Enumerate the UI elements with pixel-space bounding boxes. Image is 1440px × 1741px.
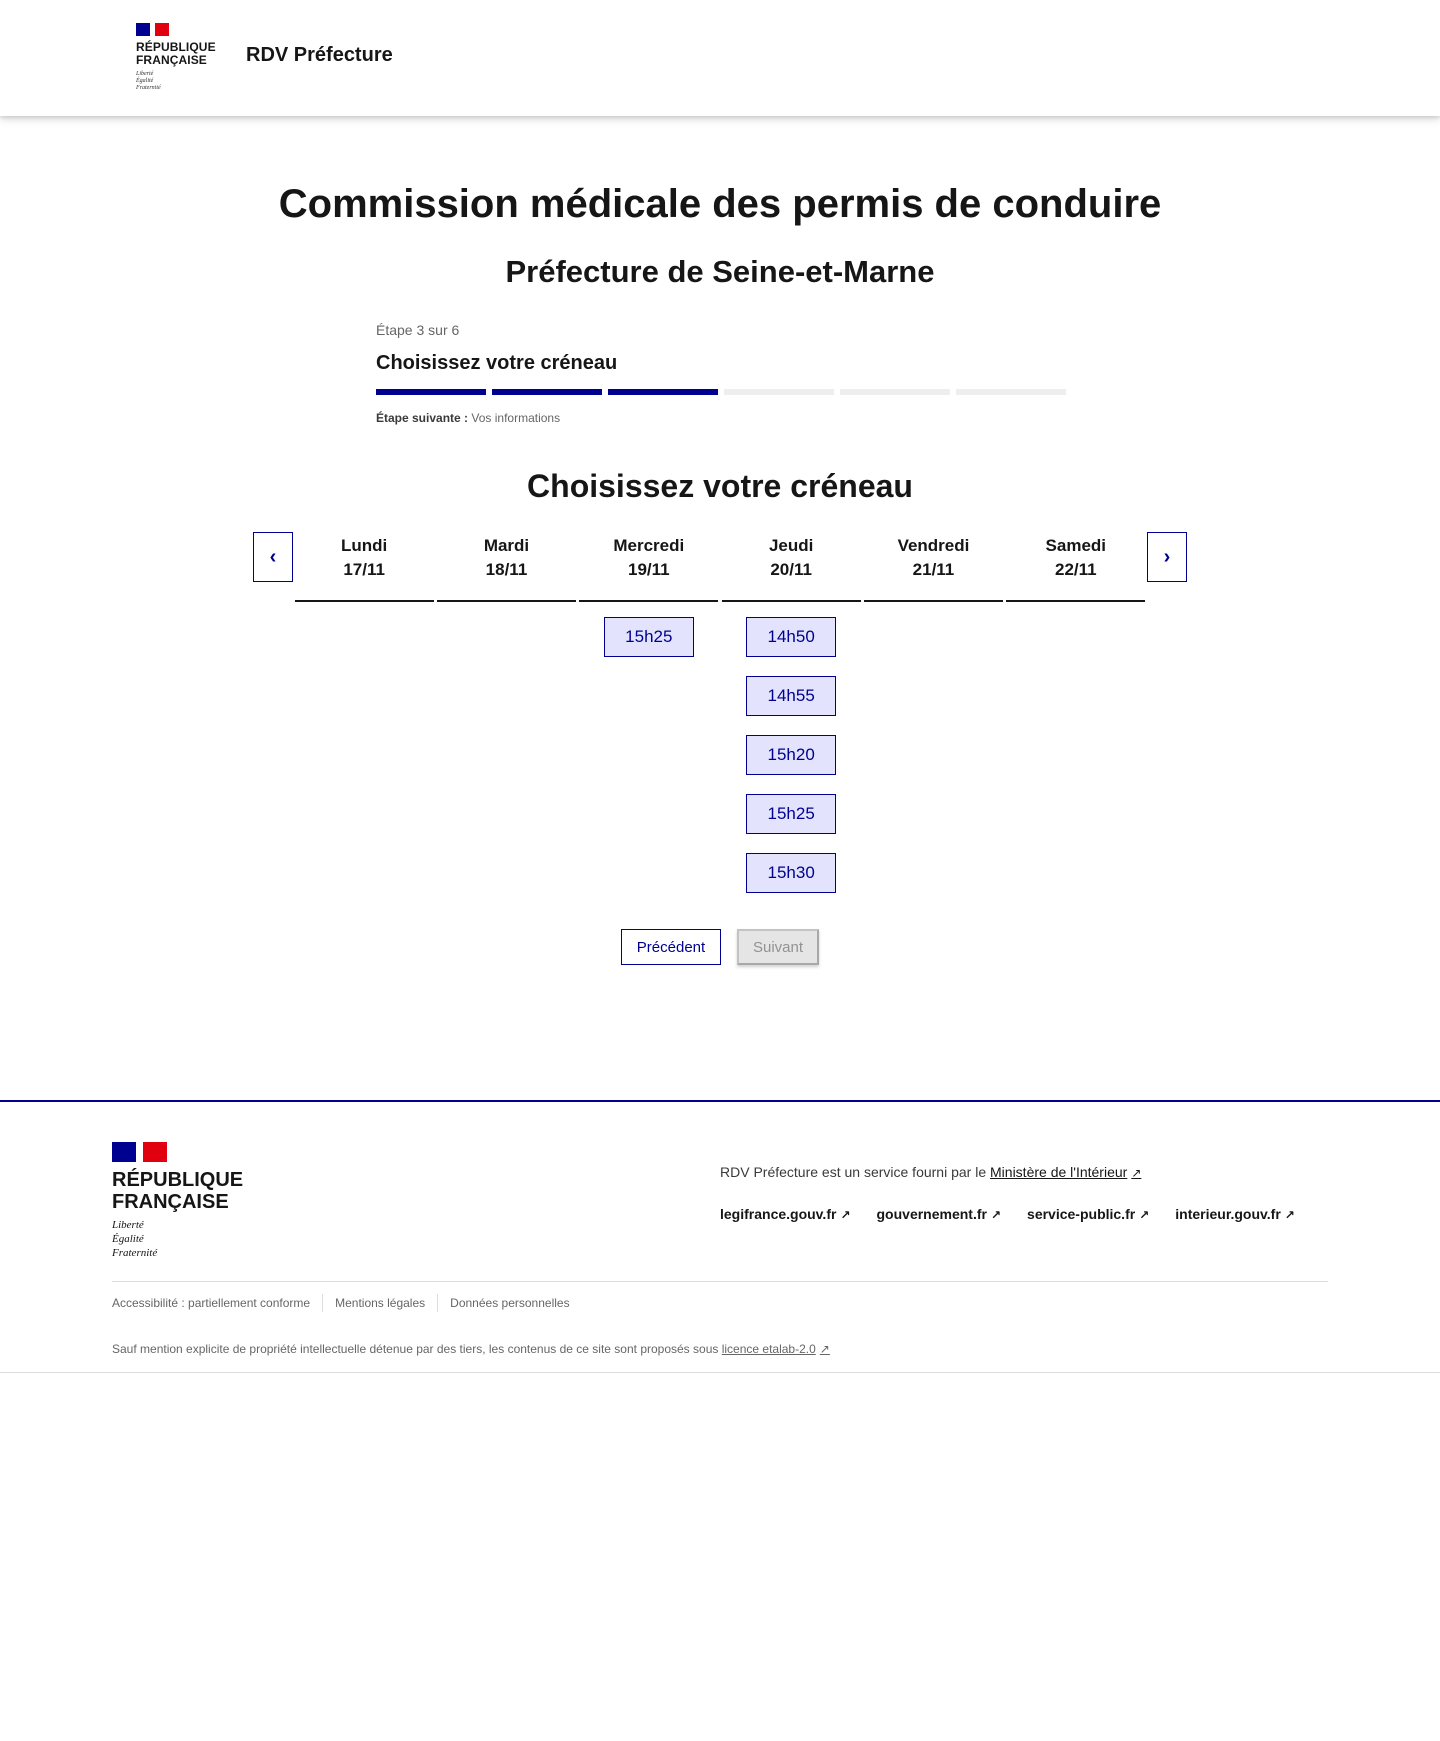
slots-title: Choisissez votre créneau	[527, 468, 913, 504]
time-slot-button[interactable]: 14h50	[746, 617, 836, 657]
footer-motto-egalite: Égalité	[112, 1233, 144, 1245]
page-title: Commission médicale des permis de conduire	[278, 182, 1162, 226]
day-date: 17/11	[343, 560, 385, 579]
day-date: 21/11	[912, 560, 955, 579]
day-date: 19/11	[628, 560, 670, 579]
marianne-flag-icon	[136, 23, 169, 36]
day-column	[862, 532, 1004, 893]
logo-line-2: FRANÇAISE	[136, 53, 207, 67]
motto-fraternite: Fraternité	[136, 85, 161, 91]
day-column	[720, 532, 862, 893]
footer-bottom-link[interactable]: Données personnelles	[437, 1294, 581, 1312]
republique-francaise-logo[interactable]	[136, 23, 226, 92]
day-column	[578, 532, 720, 893]
day-header	[295, 532, 434, 602]
stepper	[376, 322, 1066, 425]
step-segment	[724, 389, 834, 395]
day-name: Lundi	[341, 536, 388, 555]
day-header	[1006, 532, 1145, 602]
slot-list	[746, 617, 836, 893]
day-header	[579, 532, 718, 602]
footer-logo-line-1: RÉPUBLIQUE	[112, 1169, 244, 1191]
day-date: 20/11	[770, 560, 812, 579]
license-link-label: licence etalab-2.0	[721, 1342, 816, 1356]
external-link-icon: ↗	[1139, 1208, 1150, 1222]
day-header	[722, 532, 861, 602]
footer-bottom-links	[112, 1294, 582, 1312]
footer-republique-francaise-logo[interactable]	[112, 1142, 243, 1260]
time-slot-button[interactable]: 15h20	[746, 735, 836, 775]
day-name: Jeudi	[768, 536, 814, 555]
next-button[interactable]: Suivant	[737, 929, 819, 965]
day-columns	[293, 532, 1147, 893]
site-header	[0, 0, 1440, 116]
previous-week-button[interactable]	[253, 532, 293, 582]
footer-link-label: gouvernement.fr	[876, 1206, 987, 1222]
external-link-icon: ↗	[819, 1342, 830, 1356]
step-count: Étape 3 sur 6	[376, 322, 460, 338]
footer-bottom-link[interactable]: Mentions légales	[322, 1294, 437, 1312]
step-next-label: Étape suivante :	[376, 411, 469, 425]
footer-motto-liberte: Liberté	[112, 1219, 144, 1231]
footer-motto-fraternite: Fraternité	[112, 1247, 158, 1259]
time-slot-button[interactable]: 15h25	[604, 617, 694, 657]
footer-divider	[112, 1281, 1328, 1282]
footer-link[interactable]	[1175, 1206, 1295, 1222]
time-slot-button[interactable]: 14h55	[746, 676, 836, 716]
day-column	[293, 532, 435, 893]
footer-link[interactable]	[720, 1206, 851, 1222]
step-segment	[956, 389, 1066, 395]
day-column	[1005, 532, 1147, 893]
step-segment	[608, 389, 718, 395]
step-next	[376, 411, 1066, 425]
site-footer	[0, 1100, 1440, 1373]
motto-liberte: Liberté	[136, 71, 154, 77]
chevron-left-icon: ‹	[269, 545, 277, 568]
motto-egalite: Égalité	[136, 78, 154, 84]
external-link-icon: ↗	[1284, 1208, 1295, 1222]
footer-link[interactable]	[1027, 1206, 1149, 1222]
license-link[interactable]	[722, 1342, 830, 1356]
ministere-link[interactable]	[990, 1164, 1141, 1180]
step-progress-bar	[376, 389, 1066, 395]
step-segment	[492, 389, 602, 395]
site-name[interactable]: RDV Préfecture	[246, 44, 393, 66]
day-name: Mardi	[483, 536, 530, 555]
footer-logo-line-2: FRANÇAISE	[112, 1191, 229, 1213]
logo-line-1: RÉPUBLIQUE	[136, 40, 216, 54]
footer-link[interactable]	[877, 1206, 1002, 1222]
ministere-link-label: Ministère de l'Intérieur	[990, 1164, 1128, 1180]
logo-motto	[136, 71, 226, 92]
footer-bottom-link[interactable]: Accessibilité : partiellement conforme	[112, 1296, 311, 1310]
time-slot-button[interactable]: 15h30	[746, 853, 836, 893]
footer-link-label: legifrance.gouv.fr	[720, 1206, 837, 1222]
footer-link-label: service-public.fr	[1027, 1206, 1136, 1222]
step-next-value: Vos informations	[471, 411, 561, 425]
step-segment	[376, 389, 486, 395]
day-name: Vendredi	[897, 536, 970, 555]
day-header	[437, 532, 576, 602]
day-name: Mercredi	[613, 536, 685, 555]
footer-logo-motto	[112, 1218, 243, 1260]
step-title: Choisissez votre créneau	[376, 352, 618, 374]
footer-links	[720, 1206, 1295, 1222]
day-date: 18/11	[485, 560, 528, 579]
time-slot-button[interactable]: 15h25	[746, 794, 836, 834]
step-segment	[840, 389, 950, 395]
footer-description-text: RDV Préfecture est un service fourni par le	[720, 1164, 987, 1180]
day-date: 22/11	[1054, 560, 1097, 579]
day-column	[435, 532, 577, 893]
page-subtitle: Préfecture de Seine-et-Marne	[505, 254, 935, 289]
license-text: Sauf mention explicite de propriété intellectuelle détenue par des tiers, les contenus de ce site sont proposés sous	[112, 1342, 719, 1356]
external-link-icon: ↗	[1131, 1166, 1142, 1180]
external-link-icon: ↗	[990, 1208, 1002, 1222]
chevron-right-icon: ›	[1163, 545, 1171, 568]
footer-description	[720, 1164, 1141, 1180]
previous-button[interactable]: Précédent	[621, 929, 721, 965]
slot-list	[604, 617, 694, 657]
footer-link-label: interieur.gouv.fr	[1175, 1206, 1281, 1222]
day-header	[864, 532, 1003, 602]
day-name: Samedi	[1045, 536, 1107, 555]
next-week-button[interactable]	[1147, 532, 1187, 582]
marianne-flag-icon	[112, 1142, 167, 1162]
external-link-icon: ↗	[840, 1208, 851, 1222]
footer-license	[112, 1342, 830, 1356]
